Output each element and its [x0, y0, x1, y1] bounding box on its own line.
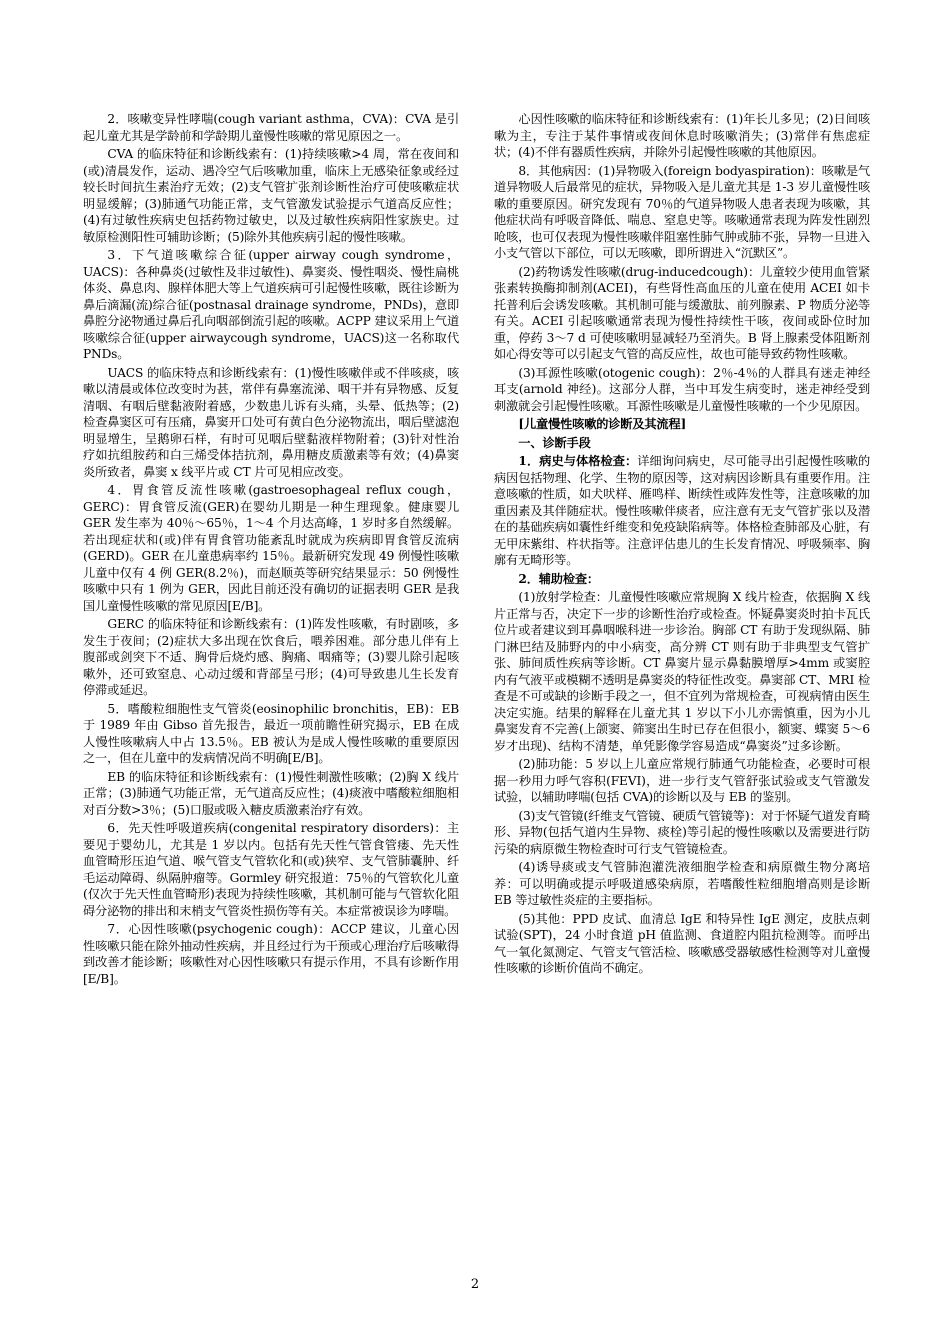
paragraph: CVA 的临床特征和诊断线索有：(1)持续咳嗽>4 周，常在夜间和(或)清晨发作，运动、遇冷空气后咳嗽加重，临床上无感染征象或经过较长时间抗生素治疗无效；(2)支气管扩张剂诊断性治疗可使咳嗽症状明显缓解；(3)肺通气功能正常，支气管激发试验提示气道高反应性；(4)有过敏性疾病史包括药物过敏史，以及过敏性疾病阳性家族史。过敏原检测阳性可辅助诊断；(5)除外其他疾病引起的慢性咳嗽。 [83, 147, 459, 244]
paragraph: (5)其他：PPD 皮试、血清总 IgE 和特异性 IgE 测定，皮肤点刺试验(SPT)，24 小时食道 pH 值监测、食道腔内阻抗检测等。而呼出气一氧化氮测定、气管支气管活检、咳嗽感受器敏感性检测等对儿童慢性咳嗽的诊断价值尚不确定。 [494, 911, 870, 975]
paragraph: (4)诱导痰或支气管肺泡灌洗液细胞学检查和病原微生物分离培养：可以明确或提示呼吸道感染病原，若嗜酸性粒细胞增高则是诊断 EB 等过敏性炎症的主要指标。 [494, 860, 870, 907]
paragraph: (3)支气管镜(纤维支气管镜、硬质气管镜等)：对于怀疑气道发育畸形、异物(包括气道内生异物、痰栓)等引起的慢性咳嗽以及需要进行防污染的病原微生物检查时可行支气管镜检查。 [494, 808, 870, 856]
paragraph: GERC 的临床特征和诊断线索有：(1)阵发性咳嗽，有时剧咳，多发生于夜间；(2)症状大多出现在饮食后，喂养困难。部分患儿伴有上腹部或剑突下不适、胸骨后烧灼感、胸痛、咽痛等；(3)婴儿除引起咳嗽外，还可致窒息、心动过缓和背部呈弓形；(4)可导致患儿生长发育停滞或延迟。 [83, 617, 459, 697]
paragraph: (2)肺功能：5 岁以上儿童应常规行肺通气功能检查，必要时可根据一秒用力呼气容积(FEVI)，进一步行支气管舒张试验或支气管激发试验，以辅助哮喘(包括 CVA)的诊断以及与 EB 的鉴别。 [494, 757, 870, 804]
paragraph: 8．其他病因：(1)异物吸入(foreign bodyaspiration)：咳嗽是气道异物吸人后最常见的症状，异物吸入是儿童尤其是 1-3 岁儿童慢性咳嗽的重要原因。研究发现有 70％的气道异物吸人患者表现为咳嗽，其他症状尚有呼吸音降低、喘息、窒息史等。咳嗽通常表现为阵发性剧烈呛咳，也可仅表现为慢性咳嗽伴阻塞性肺气肿或肺不张，异物一旦进入小支气管以下部位，可以无咳嗽，即所谓进入“沉默区”。 [494, 163, 870, 260]
paragraph: 4．胃食管反流性咳嗽(gastroesophageal reflux cough，GERC)：胃食管反流(GER)在婴幼儿期是一种生理现象。健康婴儿 GER 发生率为 40％～65％，1～4 个月达高峰，1 岁时多自然缓解。若出现症状和(或)伴有胃食管功能紊乱时就成为疾病即胃食管反流病(GERD)。GER 在儿童患病率约 15％。最新研究发现 49 例慢性咳嗽儿童中仅有 4 例 GER(8.2％)，而赵顺英等研究结果显示：50 例慢性咳嗽中只有 1 例为 GER，因此目前还没有确切的证据表明 GER 是我国儿童慢性咳嗽的常见原因[E/B]。 [83, 483, 459, 613]
paragraph: (1)放射学检查：儿童慢性咳嗽应常规胸 X 线片检查，依据胸 X 线片正常与否，决定下一步的诊断性治疗或检查。怀疑鼻窦炎时拍卡瓦氏位片或者建议到耳鼻咽喉科进一步诊治。胸部 CT 有助于发现纵隔、肺门淋巴结及肺野内的中小病变，高分辨 CT 则有助于非典型支气管扩张、肺间质性疾病等诊断。CT 鼻窦片显示鼻黏膜增厚>4mm 或窦腔内有气液平或模糊不透明是鼻窦炎的特征性改变。鼻窦部 CT、MRI 检查是不可或缺的诊断手段之一，但不宜列为常规检查，可视病情由医生决定实施。结果的解释在儿童尤其 1 岁以下小儿亦需慎重，因为小儿鼻窦发育不完善(上颌窦、筛窦出生时已存在但很小，额窦、蝶窦 5～6 岁才出现)、结构不清楚，单凭影像学容易造成“鼻窦炎”过多诊断。 [494, 590, 870, 753]
section-heading: [儿童慢性咳嗽的诊断及其流程] [518, 417, 687, 431]
page-number: 2 [470, 1277, 480, 1292]
paragraph: 5．嗜酸粒细胞性支气管炎(eosinophilic bronchitis，EB)：EB 于 1989 年由 Gibso 首先报告，最近一项前瞻性研究揭示，EB 在成人慢性咳嗽病人中占 13.5％。EB 被认为是成人慢性咳嗽的重要原因之一，但在儿童中的发病情况尚不明确[E/B]。 [83, 701, 459, 765]
subheading-lead: 1．病史与体格检查： [518, 454, 638, 468]
paragraph: (3)耳源性咳嗽(otogenic cough)：2％-4％的人群具有迷走神经耳支(arnold 神经)。这部分人群，当中耳发生病变时，迷走神经受到刺激就会引起慢性咳嗽。耳源性咳嗽是儿童慢性咳嗽的一个少见原因。 [494, 365, 870, 413]
paragraph: EB 的临床特征和诊断线索有：(1)慢性刺激性咳嗽；(2)胸 X 线片正常；(3)肺通气功能正常，无气道高反应性；(4)痰液中嗜酸粒细胞相对百分数>3％；(5)口服或吸入糖皮质激素治疗有效。 [83, 769, 459, 817]
paragraph: 3．下气道咳嗽综合征(upper airway cough syndrome，UACS)：各种鼻炎(过敏性及非过敏性)、鼻窦炎、慢性咽炎、慢性扁桃体炎、鼻息肉、腺样体肥大等上气道疾病可引起慢性咳嗽，既往诊断为鼻后滴漏(流)综合征(postnasal drainage syndrome，PNDs)，意即鼻腔分泌物通过鼻后孔向咽部倒流引起的咳嗽。ACPP 建议采用上气道咳嗽综合征(upper airwaycough syndrome，UACS)这一名称取代 PNDs。 [83, 248, 459, 361]
paragraph [494, 453, 870, 569]
paragraph: (2)药物诱发性咳嗽(drug-inducedcough)：儿童较少使用血管紧张素转换酶抑制剂(ACEI)，有些肾性高血压的儿童在使用 ACEI 如卡托普利后会诱发咳嗽。其机制可能与缓激肽、前列腺素、P 物质分泌等有关。ACEI 引起咳嗽通常表现为慢性持续性干咳，夜间或卧位时加重，停药 3～7 d 可使咳嗽明显减轻乃至消失。B 肾上腺素受体阻断剂如心得安等可以引起支气管的高反应性，故也可能导致药物性咳嗽。 [494, 264, 870, 361]
paragraph: 7．心因性咳嗽(psychogenic cough)：ACCP 建议，儿童心因性咳嗽只能在除外抽动性疾病，并且经过行为干预或心理治疗后咳嗽得到改善才能诊断；咳嗽性对心因性咳嗽只有提示作用，不具有诊断作用[E/B]。 [83, 922, 459, 986]
paragraph: 心因性咳嗽的临床特征和诊断线索有：(1)年长儿多见；(2)日间咳嗽为主，专注于某件事情或夜间休息时咳嗽消失；(3)常伴有焦虑症状；(4)不伴有器质性疾病，并除外引起慢性咳嗽的其他原因。 [494, 112, 870, 159]
section-heading: 一、诊断手段 [518, 435, 591, 450]
paragraph: 2．咳嗽变异性哮喘(cough variant asthma，CVA)：CVA 是引起儿童尤其是学龄前和学龄期儿童慢性咳嗽的常见原因之一。 [83, 112, 459, 143]
section-heading: 2．辅助检查： [518, 571, 599, 586]
right-column [494, 111, 870, 979]
paragraph: 6．先天性呼吸道疾病(congenital respiratory disorders)：主要见于婴幼儿，尤其是 1 岁以内。包括有先天性气管食管瘘、先天性血管畸形压迫气道、喉气管支气管软化和(或)狭窄、支气管肺囊肿、纤毛运动障碍、纵隔肿瘤等。Gormley 研究报道：75％的气管软化儿童(仅次于先天性血管畸形)表现为持续性咳嗽，其机制可能与气管软化阻碍分泌物的排出和末梢支气管炎性损伤等有关。本症常被误诊为哮喘。 [83, 821, 459, 918]
paragraph: UACS 的临床特点和诊断线索有：(1)慢性咳嗽伴或不伴咳痰，咳嗽以清晨或体位改变时为甚，常伴有鼻塞流涕、咽干并有异物感、反复清咽、有咽后壁黏液附着感，少数患儿诉有头痛，头晕、低热等；(2)检查鼻窦区可有压痛，鼻窦开口处可有黄白色分泌物流出，咽后壁滤泡明显增生，呈鹅卵石样，有时可见咽后壁黏液样物附着；(3)针对性治疗如抗组胺药和白三烯受体拮抗剂，鼻用糖皮质激素等有效；(4)鼻窦炎所致者，鼻窦 x 线平片或 CT 片可见相应改变。 [83, 365, 459, 479]
paragraph-text: 详细询问病史，尽可能寻出引起慢性咳嗽的病因包括物理、化学、生物的原因等，这对病因诊断具有重要作用。注意咳嗽的性质，如犬吠样、雁鸣样、断续性或阵发性等，注意咳嗽的加重因素及其伴随症状。慢性咳嗽伴痰者，应注意有无支气管扩张以及潜在的基础疾病如囊性纤维变和免疫缺陷病等。体格检查肺部及心脏，有无甲床紫绀、杵状指等。注意评估患儿的生长发育情况、呼吸频率、胸廓有无畸形等。 [494, 454, 870, 567]
left-column [83, 111, 459, 989]
